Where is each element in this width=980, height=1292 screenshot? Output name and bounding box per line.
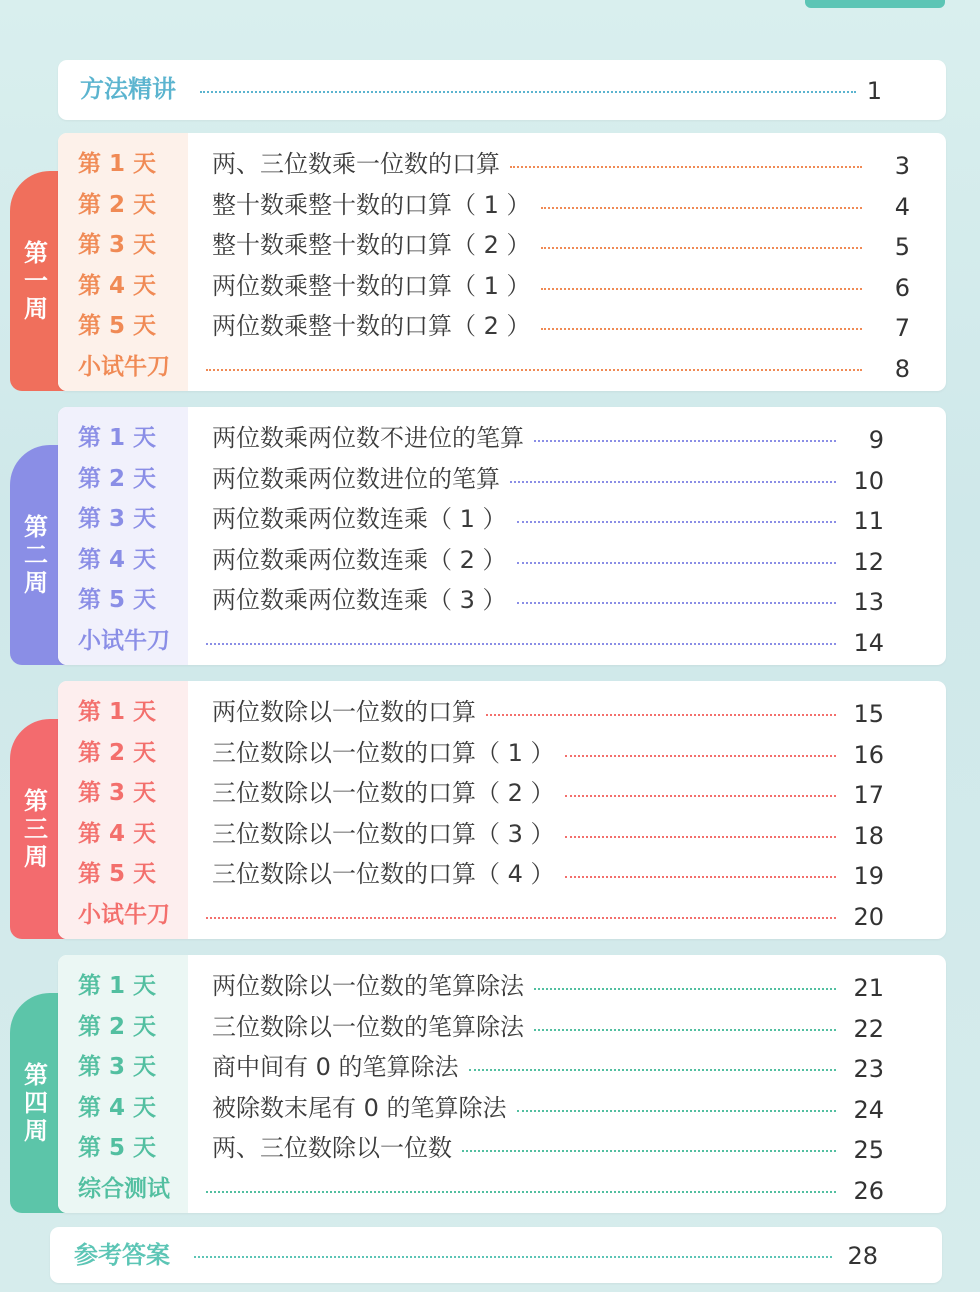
leader-dots [486, 714, 836, 716]
lesson-title: 商中间有 0 的笔算除法 [212, 1053, 459, 1082]
leader-dots [534, 440, 836, 442]
week-2-test-label[interactable]: 小试牛刀 [78, 628, 170, 654]
answers-leader [194, 1256, 832, 1258]
header-tab-decoration [805, 0, 945, 8]
lesson-title: 整十数乘整十数的口算（ 1 ） [212, 190, 531, 219]
page-number: 19 [853, 862, 884, 891]
page-number: 16 [853, 740, 884, 769]
leader-dots [510, 166, 862, 168]
method-label: 方法精讲 [80, 75, 176, 103]
lesson-title: 三位数除以一位数的口算（ 4 ） [212, 860, 555, 889]
page-number: 13 [853, 588, 884, 617]
page-number: 7 [894, 314, 910, 343]
page-number: 12 [853, 547, 884, 576]
day-label: 第 1 天 [78, 973, 157, 999]
leader-dots [517, 602, 836, 604]
page-number: 17 [853, 781, 884, 810]
week-1-panel [58, 133, 946, 391]
page-number: 9 [868, 426, 884, 454]
page-number: 22 [853, 1014, 884, 1043]
lesson-title: 三位数除以一位数的口算（ 3 ） [212, 819, 555, 848]
leader-dots [206, 917, 836, 919]
day-label: 第 5 天 [78, 313, 157, 340]
lesson-title: 两位数乘两位数连乘（ 1 ） [212, 505, 507, 534]
method-leader [200, 91, 856, 93]
week-4-panel [58, 955, 946, 1213]
answers-entry[interactable] [50, 1227, 942, 1283]
week-4-test-page-number: 26 [853, 1177, 884, 1205]
page-number: 25 [853, 1136, 884, 1165]
leader-dots [469, 1069, 836, 1071]
week-4-test-label[interactable]: 综合测试 [78, 1176, 170, 1202]
answers-label: 参考答案 [74, 1241, 170, 1269]
day-label: 第 3 天 [78, 780, 157, 807]
leader-dots [541, 328, 862, 330]
lesson-title: 两位数乘整十数的口算（ 1 ） [212, 271, 531, 300]
week-2-test-page-number: 14 [853, 629, 884, 657]
lesson-title: 整十数乘整十数的口算（ 2 ） [212, 231, 531, 260]
page-number: 18 [853, 821, 884, 850]
leader-dots [565, 836, 836, 838]
day-label: 第 1 天 [78, 151, 157, 177]
day-label: 第 3 天 [78, 1054, 157, 1081]
page-number: 11 [853, 507, 884, 536]
leader-dots [534, 1029, 836, 1031]
page-number: 21 [853, 974, 884, 1002]
page-number: 4 [894, 192, 910, 221]
day-label: 第 5 天 [78, 861, 157, 888]
page-number: 23 [853, 1055, 884, 1084]
day-label: 第 1 天 [78, 699, 157, 725]
leader-dots [462, 1150, 836, 1152]
day-label: 第 5 天 [78, 587, 157, 614]
lesson-title: 被除数末尾有 0 的笔算除法 [212, 1093, 507, 1122]
page-number: 6 [894, 273, 910, 302]
page-number: 15 [853, 700, 884, 728]
day-label: 第 5 天 [78, 1135, 157, 1162]
page-number: 5 [894, 233, 910, 262]
leader-dots [206, 643, 836, 645]
page-number: 10 [853, 466, 884, 495]
day-label: 第 3 天 [78, 506, 157, 533]
answers-page-number: 28 [847, 1242, 878, 1270]
lesson-title: 两位数乘整十数的口算（ 2 ） [212, 312, 531, 341]
leader-dots [565, 755, 836, 757]
lesson-title: 两位数除以一位数的笔算除法 [212, 972, 524, 1000]
week-1-test-label[interactable]: 小试牛刀 [78, 354, 170, 380]
week-2-panel [58, 407, 946, 665]
lesson-title: 三位数除以一位数的笔算除法 [212, 1012, 524, 1041]
week-2-title: 第二周 [24, 513, 48, 597]
leader-dots [517, 521, 836, 523]
week-3-test-label[interactable]: 小试牛刀 [78, 902, 170, 928]
lesson-title: 两位数除以一位数的口算 [212, 698, 476, 726]
week-4-title: 第四周 [24, 1061, 48, 1145]
day-label: 第 2 天 [78, 739, 157, 766]
leader-dots [517, 1110, 836, 1112]
week-3-panel [58, 681, 946, 939]
day-label: 第 3 天 [78, 232, 157, 259]
lesson-title: 两位数乘两位数不进位的笔算 [212, 424, 524, 452]
day-label: 第 2 天 [78, 191, 157, 218]
leader-dots [541, 247, 862, 249]
week-3-test-page-number: 20 [853, 903, 884, 931]
method-entry[interactable] [58, 60, 946, 120]
leader-dots [206, 1191, 836, 1193]
day-label: 第 4 天 [78, 546, 157, 573]
day-label: 第 1 天 [78, 425, 157, 451]
leader-dots [510, 481, 836, 483]
week-1-title: 第一周 [24, 239, 48, 323]
leader-dots [206, 369, 862, 371]
lesson-title: 三位数除以一位数的口算（ 2 ） [212, 779, 555, 808]
day-label: 第 4 天 [78, 272, 157, 299]
method-page-number: 1 [866, 77, 882, 105]
lesson-title: 三位数除以一位数的口算（ 1 ） [212, 738, 555, 767]
day-label: 第 2 天 [78, 465, 157, 492]
week-1-test-page-number: 8 [894, 355, 910, 383]
leader-dots [517, 562, 836, 564]
leader-dots [565, 876, 836, 878]
leader-dots [541, 207, 862, 209]
lesson-title: 两位数乘两位数连乘（ 3 ） [212, 586, 507, 615]
page-number: 24 [853, 1095, 884, 1124]
week-3-title: 第三周 [24, 787, 48, 871]
day-label: 第 2 天 [78, 1013, 157, 1040]
lesson-title: 两、三位数除以一位数 [212, 1134, 452, 1163]
leader-dots [541, 288, 862, 290]
lesson-title: 两位数乘两位数连乘（ 2 ） [212, 545, 507, 574]
page-number: 3 [894, 152, 910, 180]
day-label: 第 4 天 [78, 1094, 157, 1121]
leader-dots [565, 795, 836, 797]
leader-dots [534, 988, 836, 990]
lesson-title: 两、三位数乘一位数的口算 [212, 150, 500, 178]
day-label: 第 4 天 [78, 820, 157, 847]
lesson-title: 两位数乘两位数进位的笔算 [212, 464, 500, 493]
